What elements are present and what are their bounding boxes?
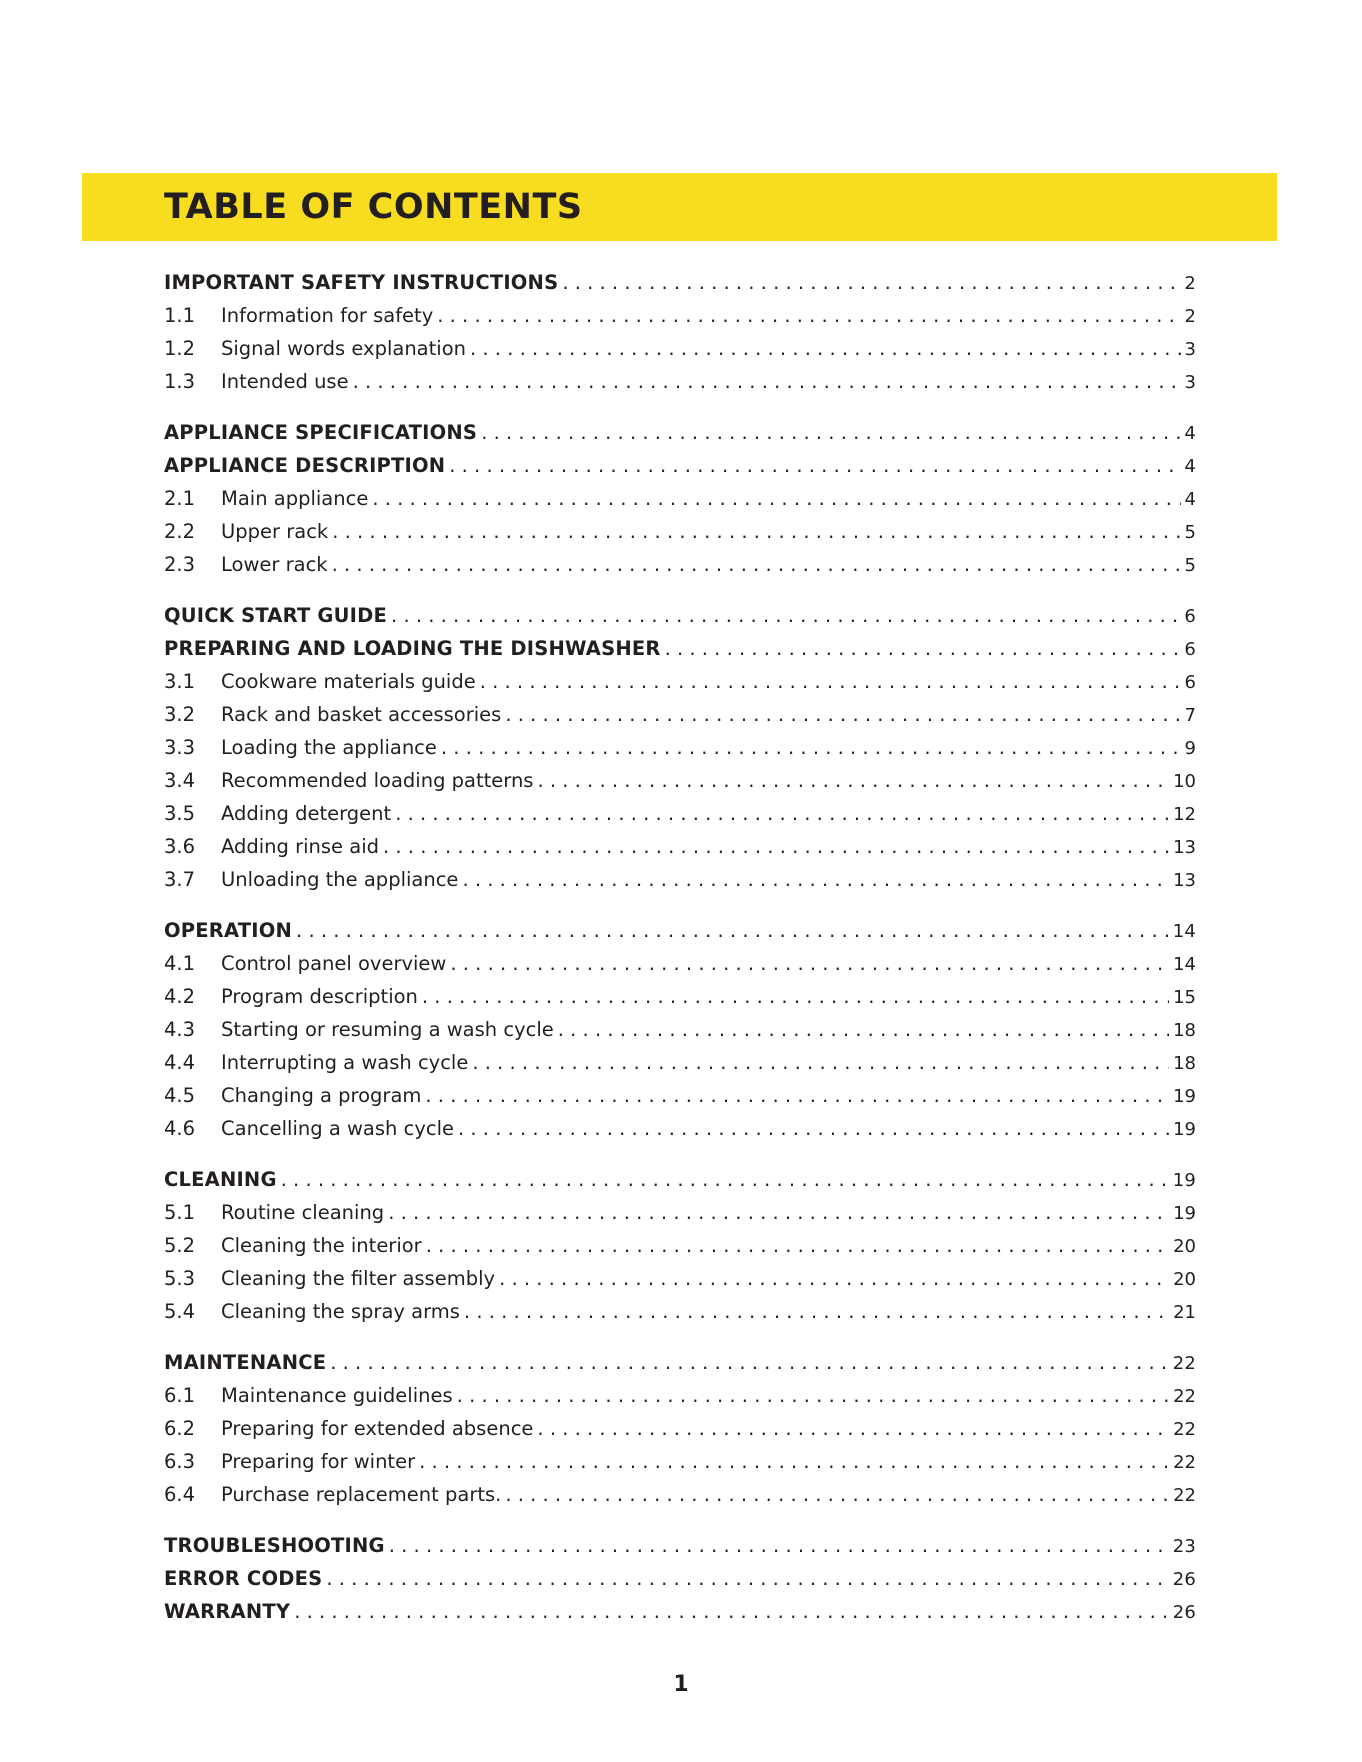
toc-entry-title: Information for safety [221, 304, 434, 327]
toc-entry-title: OPERATION [164, 919, 293, 942]
toc-entry-title: Maintenance guidelines [221, 1384, 453, 1407]
toc-entry-title: ERROR CODES [164, 1567, 323, 1590]
toc-entry-title: Main appliance [221, 487, 369, 510]
toc-section-heading[interactable] [164, 416, 1196, 449]
toc-entry-number: 6.1 [164, 1384, 196, 1407]
toc-entry[interactable] [164, 1295, 1196, 1328]
toc-entry-number: 3.1 [164, 670, 196, 693]
dot-leader [353, 365, 1181, 398]
toc-entry-number: 2.3 [164, 553, 196, 576]
toc-entry[interactable] [164, 863, 1196, 896]
dot-leader [457, 1379, 1169, 1412]
toc-section-heading[interactable] [164, 914, 1196, 947]
dot-leader [562, 266, 1180, 299]
dot-leader [505, 1478, 1169, 1511]
toc-entry-number: 1.3 [164, 370, 196, 393]
dot-leader [449, 449, 1180, 482]
dot-leader [372, 482, 1180, 515]
toc-entry[interactable] [164, 482, 1196, 515]
toc-entry-number: 4.3 [164, 1018, 196, 1041]
toc-entry[interactable] [164, 698, 1196, 731]
toc-page-number: 15 [1173, 987, 1196, 1008]
dot-leader [296, 914, 1169, 947]
toc-entry-number: 3.2 [164, 703, 196, 726]
toc-entry[interactable] [164, 764, 1196, 797]
toc-entry[interactable] [164, 1379, 1196, 1412]
toc-entry[interactable] [164, 1445, 1196, 1478]
toc-entry-title: QUICK START GUIDE [164, 604, 388, 627]
dot-leader [419, 1445, 1169, 1478]
toc-page-number: 21 [1173, 1302, 1196, 1323]
toc-entry[interactable] [164, 1013, 1196, 1046]
dot-leader [422, 980, 1169, 1013]
toc-page-number: 5 [1184, 555, 1196, 576]
toc-page-number: 7 [1184, 705, 1196, 726]
dot-leader [499, 1262, 1169, 1295]
dot-leader [480, 665, 1181, 698]
toc-page-number: 9 [1184, 738, 1196, 759]
toc-entry-title: Adding rinse aid [221, 835, 379, 858]
toc-page-number: 22 [1172, 1353, 1196, 1374]
toc-entry-title: Routine cleaning [221, 1201, 385, 1224]
toc-entry-title: Preparing for extended absence [221, 1417, 534, 1440]
toc-page-number: 4 [1184, 423, 1196, 444]
toc-entry-number: 3.6 [164, 835, 196, 858]
toc-page-number: 19 [1173, 1203, 1196, 1224]
dot-leader [281, 1163, 1169, 1196]
toc-entry[interactable] [164, 1478, 1196, 1511]
dot-leader [458, 1112, 1169, 1145]
toc-page-number: 22 [1173, 1419, 1196, 1440]
toc-entry-number: 4.2 [164, 985, 196, 1008]
toc-page-number: 13 [1173, 870, 1196, 891]
toc-section-heading[interactable] [164, 1163, 1196, 1196]
toc-entry-title: WARRANTY [164, 1600, 291, 1623]
dot-leader [464, 1295, 1169, 1328]
toc-entry-number: 3.7 [164, 868, 196, 891]
toc-page-number: 20 [1173, 1236, 1196, 1257]
toc-page-number: 19 [1173, 1119, 1196, 1140]
toc-entry-title: Starting or resuming a wash cycle [221, 1018, 554, 1041]
toc-entry[interactable] [164, 1079, 1196, 1112]
table-of-contents [164, 266, 1196, 1628]
toc-section-heading[interactable] [164, 1346, 1196, 1379]
toc-entry-title: APPLIANCE SPECIFICATIONS [164, 421, 478, 444]
toc-entry[interactable] [164, 1196, 1196, 1229]
toc-section-heading[interactable] [164, 266, 1196, 299]
dot-leader [470, 332, 1181, 365]
toc-entry[interactable] [164, 332, 1196, 365]
toc-page-number: 26 [1172, 1602, 1196, 1623]
toc-page-number: 6 [1184, 639, 1196, 660]
toc-entry-title: Rack and basket accessories [221, 703, 502, 726]
toc-section-heading[interactable] [164, 1595, 1196, 1628]
dot-leader [537, 1412, 1169, 1445]
toc-entry[interactable] [164, 1112, 1196, 1145]
toc-entry-title: Cookware materials guide [221, 670, 476, 693]
toc-entry-title: Preparing for winter [221, 1450, 416, 1473]
toc-entry-number: 6.3 [164, 1450, 196, 1473]
toc-entry-number: 6.2 [164, 1417, 196, 1440]
toc-page-number: 6 [1184, 606, 1196, 627]
toc-entry-number: 3.4 [164, 769, 196, 792]
toc-page-number: 2 [1184, 306, 1196, 327]
toc-entry-title: TROUBLESHOOTING [164, 1534, 385, 1557]
toc-page-number: 14 [1172, 921, 1196, 942]
dot-leader [294, 1595, 1168, 1628]
toc-entry-title: PREPARING AND LOADING THE DISHWASHER [164, 637, 661, 660]
toc-page-number: 20 [1173, 1269, 1196, 1290]
dot-leader [441, 731, 1181, 764]
toc-entry-title: Interrupting a wash cycle [221, 1051, 469, 1074]
toc-entry-title: Recommended loading patterns [221, 769, 534, 792]
toc-entry[interactable] [164, 980, 1196, 1013]
toc-entry-number: 3.5 [164, 802, 196, 825]
dot-leader [437, 299, 1180, 332]
toc-page-number: 4 [1184, 489, 1196, 510]
toc-page-number: 22 [1173, 1452, 1196, 1473]
toc-section-heading[interactable] [164, 599, 1196, 632]
toc-entry[interactable] [164, 731, 1196, 764]
dot-leader [391, 599, 1180, 632]
dot-leader [481, 416, 1180, 449]
toc-page-number: 26 [1172, 1569, 1196, 1590]
toc-entry[interactable] [164, 299, 1196, 332]
toc-entry-number: 1.1 [164, 304, 196, 327]
toc-entry[interactable] [164, 1046, 1196, 1079]
toc-page-number: 3 [1184, 372, 1196, 393]
toc-entry-title: APPLIANCE DESCRIPTION [164, 454, 446, 477]
dot-leader [537, 764, 1169, 797]
dot-leader [472, 1046, 1169, 1079]
dot-leader [388, 1196, 1169, 1229]
dot-leader [426, 1229, 1169, 1262]
toc-page-number: 12 [1173, 804, 1196, 825]
dot-leader [389, 1529, 1169, 1562]
toc-page-number: 14 [1173, 954, 1196, 975]
toc-entry-title: Lower rack [221, 553, 328, 576]
dot-leader [462, 863, 1169, 896]
toc-entry[interactable] [164, 947, 1196, 980]
toc-entry-title: Adding detergent [221, 802, 392, 825]
toc-entry[interactable] [164, 548, 1196, 581]
toc-entry-number: 2.1 [164, 487, 196, 510]
toc-page-number: 10 [1173, 771, 1196, 792]
toc-entry-number: 4.6 [164, 1117, 196, 1140]
toc-entry-title: MAINTENANCE [164, 1351, 327, 1374]
toc-page-number: 18 [1173, 1020, 1196, 1041]
toc-entry-title: CLEANING [164, 1168, 277, 1191]
toc-entry-number: 5.1 [164, 1201, 196, 1224]
dot-leader [326, 1562, 1168, 1595]
dot-leader [558, 1013, 1169, 1046]
toc-page-number: 18 [1173, 1053, 1196, 1074]
toc-page-number: 19 [1173, 1086, 1196, 1107]
toc-entry[interactable] [164, 797, 1196, 830]
toc-entry-number: 1.2 [164, 337, 196, 360]
dot-leader [330, 1346, 1168, 1379]
toc-entry-title: Cancelling a wash cycle [221, 1117, 454, 1140]
toc-entry-title: Cleaning the interior [221, 1234, 422, 1257]
toc-entry[interactable] [164, 1262, 1196, 1295]
toc-page-number: 23 [1172, 1536, 1196, 1557]
toc-section-heading[interactable] [164, 1562, 1196, 1595]
toc-entry-title: Cleaning the spray arms [221, 1300, 460, 1323]
toc-page-number: 5 [1184, 522, 1196, 543]
toc-entry-number: 4.4 [164, 1051, 196, 1074]
toc-entry-title: Intended use [221, 370, 349, 393]
title-banner [82, 173, 1277, 241]
toc-page-number: 6 [1184, 672, 1196, 693]
toc-entry[interactable] [164, 1412, 1196, 1445]
dot-leader [383, 830, 1169, 863]
toc-entry[interactable] [164, 665, 1196, 698]
toc-entry-title: Signal words explanation [221, 337, 466, 360]
toc-section-heading[interactable] [164, 449, 1196, 482]
toc-entry-title: Loading the appliance [221, 736, 437, 759]
dot-leader [332, 515, 1180, 548]
toc-page-number: 19 [1172, 1170, 1196, 1191]
toc-entry-number: 4.1 [164, 952, 196, 975]
toc-entry-number: 6.4 [164, 1483, 196, 1506]
toc-entry-number: 3.3 [164, 736, 196, 759]
dot-leader [665, 632, 1181, 665]
dot-leader [425, 1079, 1169, 1112]
toc-entry[interactable] [164, 515, 1196, 548]
toc-entry-number: 5.4 [164, 1300, 196, 1323]
page-title: TABLE OF CONTENTS [164, 187, 583, 227]
toc-entry-title: IMPORTANT SAFETY INSTRUCTIONS [164, 271, 559, 294]
toc-entry-title: Changing a program [221, 1084, 422, 1107]
toc-entry-number: 5.3 [164, 1267, 196, 1290]
toc-page-number: 13 [1173, 837, 1196, 858]
toc-entry-title: Unloading the appliance [221, 868, 459, 891]
toc-page-number: 22 [1173, 1485, 1196, 1506]
dot-leader [505, 698, 1180, 731]
toc-entry[interactable] [164, 365, 1196, 398]
dot-leader [450, 947, 1169, 980]
toc-entry-title: Control panel overview [221, 952, 447, 975]
toc-entry-number: 5.2 [164, 1234, 196, 1257]
toc-entry-number: 2.2 [164, 520, 196, 543]
toc-page-number: 3 [1184, 339, 1196, 360]
page-number: 1 [673, 1672, 689, 1697]
toc-page-number: 22 [1173, 1386, 1196, 1407]
toc-entry[interactable] [164, 830, 1196, 863]
toc-section-heading[interactable] [164, 632, 1196, 665]
toc-page-number: 4 [1184, 456, 1196, 477]
toc-page-number: 2 [1184, 273, 1196, 294]
toc-entry[interactable] [164, 1229, 1196, 1262]
toc-entry-title: Cleaning the filter assembly [221, 1267, 496, 1290]
toc-section-heading[interactable] [164, 1529, 1196, 1562]
dot-leader [395, 797, 1169, 830]
dot-leader [332, 548, 1181, 581]
toc-entry-title: Purchase replacement parts. [221, 1483, 502, 1506]
toc-entry-title: Upper rack [221, 520, 329, 543]
toc-entry-title: Program description [221, 985, 418, 1008]
toc-entry-number: 4.5 [164, 1084, 196, 1107]
